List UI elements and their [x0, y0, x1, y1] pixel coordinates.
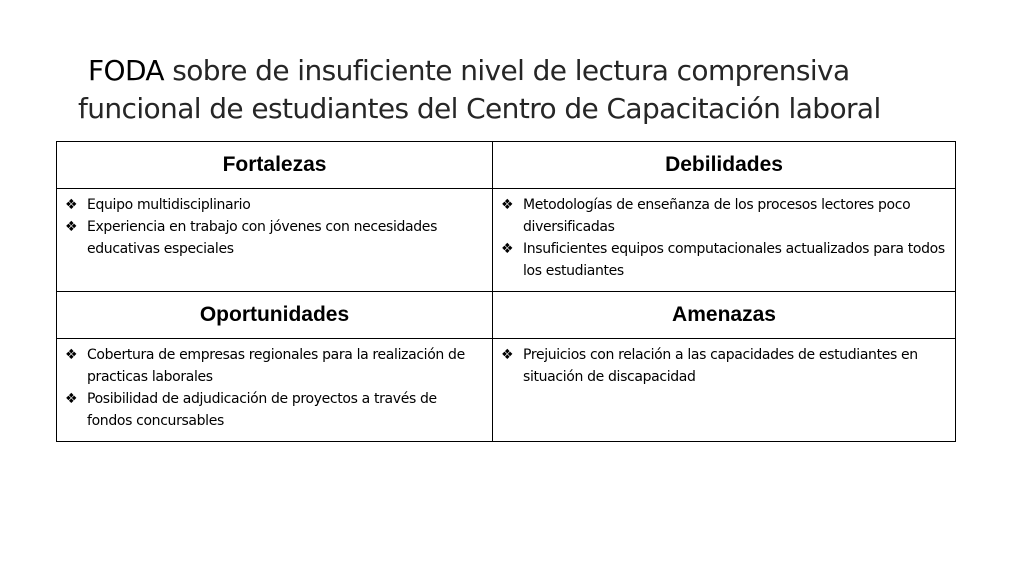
debilidades-header: Debilidades [493, 142, 956, 189]
foda-header-row-1 [57, 142, 956, 189]
debilidades-cell [493, 189, 956, 292]
list-item-text: Posibilidad de adjudicación de proyectos a través de fondos concursables [87, 391, 437, 429]
diamond-bullet-icon: ❖ [501, 241, 514, 257]
list-item [65, 216, 484, 260]
list-item [65, 194, 484, 216]
diamond-bullet-icon: ❖ [501, 197, 514, 213]
fortalezas-header: Fortalezas [57, 142, 493, 189]
foda-table [56, 141, 956, 442]
diamond-bullet-icon: ❖ [65, 197, 78, 213]
list-item-text: Prejuicios con relación a las capacidades de estudiantes en situación de discapacidad [523, 347, 918, 385]
title-acronym: FODA [88, 54, 164, 87]
oportunidades-header: Oportunidades [57, 292, 493, 339]
oportunidades-list [65, 344, 484, 432]
list-item-text: Insuficientes equipos computacionales actualizados para todos los estudiantes [523, 241, 945, 279]
fortalezas-cell [57, 189, 493, 292]
oportunidades-cell [57, 339, 493, 442]
diamond-bullet-icon: ❖ [65, 347, 78, 363]
list-item-text: Equipo multidisciplinario [87, 197, 251, 213]
diamond-bullet-icon: ❖ [65, 219, 78, 235]
diamond-bullet-icon: ❖ [501, 347, 514, 363]
title-line-1-text: sobre de insuficiente nivel de lectura comprensiva [163, 54, 850, 87]
slide-title-line-1 [78, 52, 978, 90]
list-item [65, 344, 484, 388]
list-item [65, 388, 484, 432]
foda-body-row-2 [57, 339, 956, 442]
list-item-text: Metodologías de enseñanza de los procesos lectores poco diversificadas [523, 197, 911, 235]
foda-body-row-1 [57, 189, 956, 292]
slide-title-line-2: funcional de estudiantes del Centro de Capacitación laboral [78, 92, 881, 125]
amenazas-cell [493, 339, 956, 442]
diamond-bullet-icon: ❖ [65, 391, 78, 407]
list-item [501, 238, 947, 282]
amenazas-list [501, 344, 947, 388]
list-item-text: Experiencia en trabajo con jóvenes con necesidades educativas especiales [87, 219, 438, 257]
amenazas-header: Amenazas [493, 292, 956, 339]
list-item-text: Cobertura de empresas regionales para la realización de practicas laborales [87, 347, 465, 385]
list-item [501, 344, 947, 388]
debilidades-list [501, 194, 947, 282]
foda-header-row-2 [57, 292, 956, 339]
fortalezas-list [65, 194, 484, 260]
list-item [501, 194, 947, 238]
slide-title [78, 52, 978, 128]
